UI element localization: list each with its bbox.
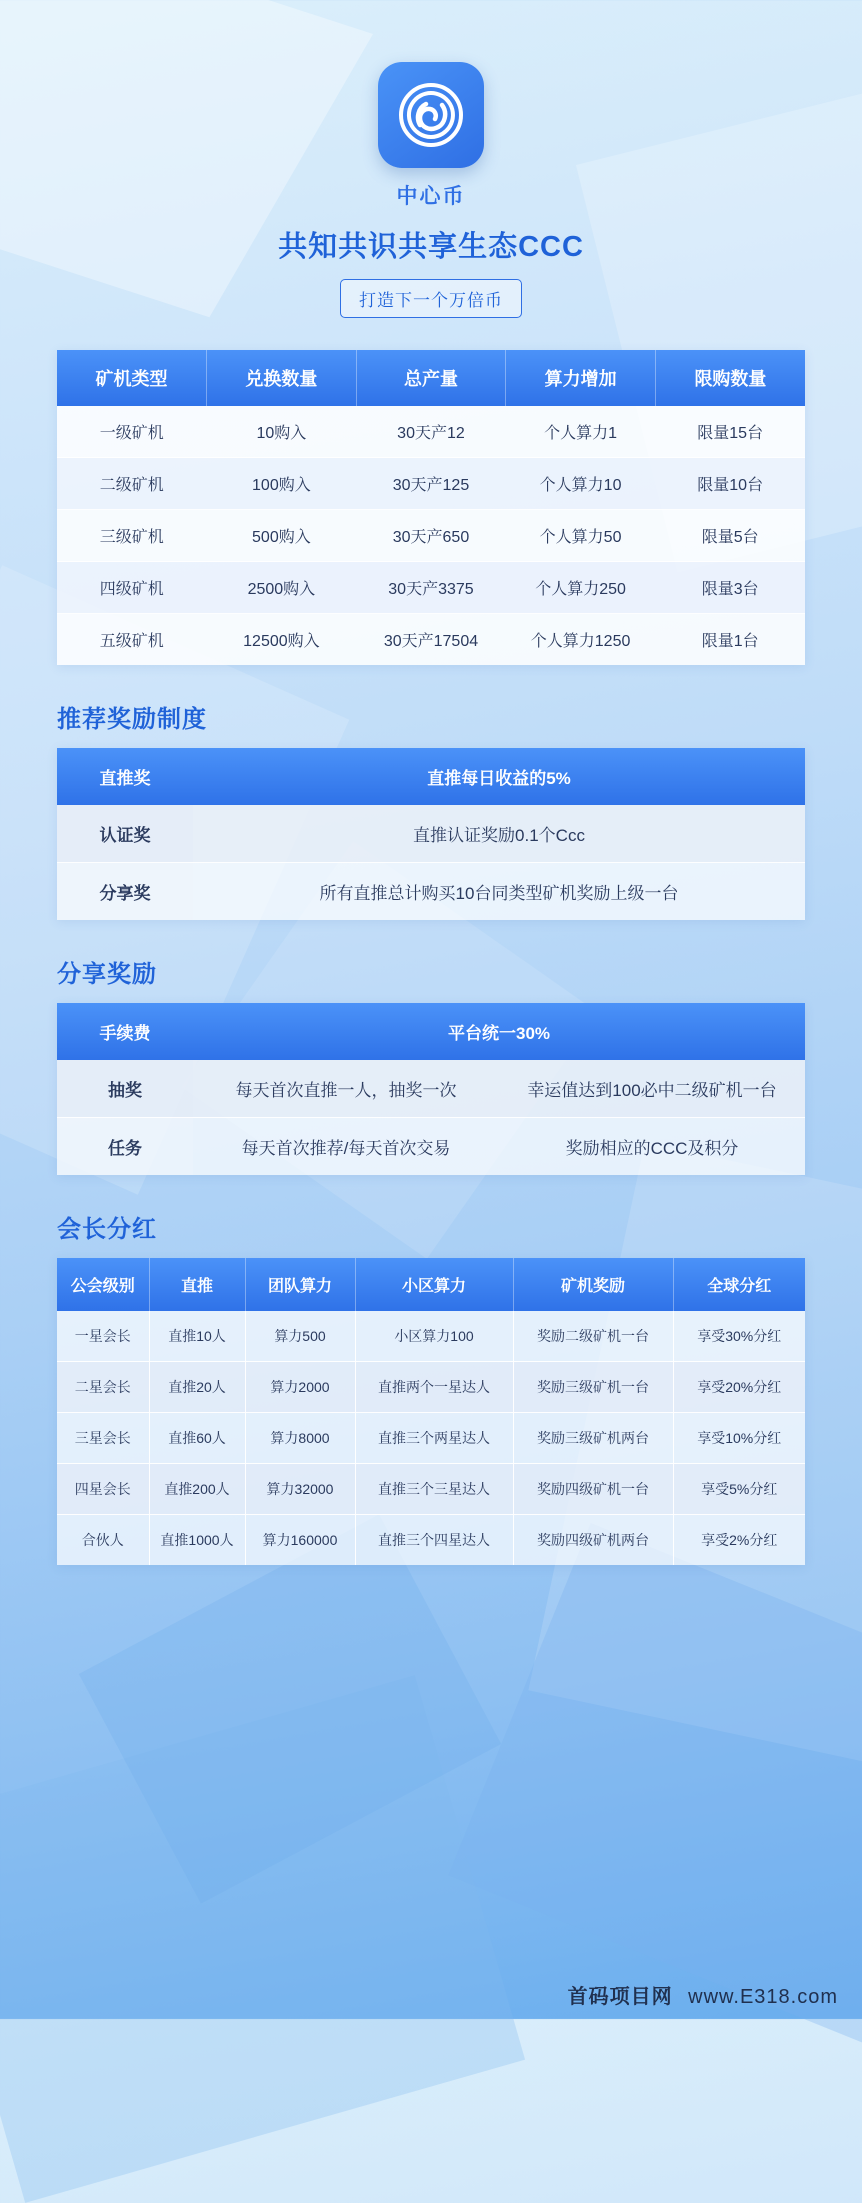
section-title-referral: 推荐奖励制度 xyxy=(57,706,207,733)
table-row xyxy=(57,406,805,458)
cell-community-power: 直推三个四星达人 xyxy=(355,1515,513,1566)
table-row xyxy=(57,562,805,614)
cell-miner-type: 五级矿机 xyxy=(57,614,207,666)
page-title: 共知共识共享生态CCC xyxy=(278,231,584,263)
cell-power-increase: 个人算力1 xyxy=(506,406,656,458)
cell-community-power: 直推两个一星达人 xyxy=(355,1362,513,1413)
col-team-power: 团队算力 xyxy=(245,1258,355,1311)
cell-community-power: 直推三个三星达人 xyxy=(355,1464,513,1515)
cell-label: 手续费 xyxy=(57,1003,193,1060)
col-miner-type: 矿机类型 xyxy=(57,350,207,406)
table-row xyxy=(57,1413,805,1464)
cell-community-power: 直推三个两星达人 xyxy=(355,1413,513,1464)
col-total-output: 总产量 xyxy=(356,350,506,406)
cell-direct-referrals: 直推60人 xyxy=(149,1413,245,1464)
logo-name: 中心币 xyxy=(396,185,466,208)
cell-direct-referrals: 直推10人 xyxy=(149,1311,245,1362)
cell-label: 抽奖 xyxy=(57,1060,193,1118)
table-row xyxy=(57,863,805,921)
cell-miner-reward: 奖励三级矿机两台 xyxy=(513,1413,673,1464)
table-row xyxy=(57,1515,805,1566)
cell-global-dividend: 享受30%分红 xyxy=(673,1311,805,1362)
cell-purchase-limit: 限量5台 xyxy=(655,510,805,562)
cell-miner-type: 四级矿机 xyxy=(57,562,207,614)
cell-team-power: 算力160000 xyxy=(245,1515,355,1566)
cell-team-power: 算力8000 xyxy=(245,1413,355,1464)
table-row xyxy=(57,458,805,510)
cell-miner-type: 二级矿机 xyxy=(57,458,207,510)
cell-total-output: 30天产125 xyxy=(356,458,506,510)
app-logo xyxy=(378,62,484,168)
miner-table xyxy=(57,350,805,665)
cell-value: 直推每日收益的5% xyxy=(193,748,805,805)
col-direct-referrals: 直推 xyxy=(149,1258,245,1311)
cell-value: 直推认证奖励0.1个Ccc xyxy=(193,805,805,863)
cell-global-dividend: 享受20%分红 xyxy=(673,1362,805,1413)
cell-global-dividend: 享受5%分红 xyxy=(673,1464,805,1515)
cell-direct-referrals: 直推20人 xyxy=(149,1362,245,1413)
table-row xyxy=(57,1060,805,1118)
table-row xyxy=(57,1118,805,1176)
col-exchange-amount: 兑换数量 xyxy=(207,350,357,406)
share-table xyxy=(57,1003,805,1175)
section-title-share: 分享奖励 xyxy=(57,961,157,988)
table-row xyxy=(57,1003,805,1060)
cell-exchange-amount: 10购入 xyxy=(207,406,357,458)
cell-power-increase: 个人算力250 xyxy=(506,562,656,614)
cell-guild-level: 一星会长 xyxy=(57,1311,149,1362)
cell-total-output: 30天产650 xyxy=(356,510,506,562)
table-row xyxy=(57,748,805,805)
table-row xyxy=(57,805,805,863)
cell-global-dividend: 享受2%分红 xyxy=(673,1515,805,1566)
cell-team-power: 算力500 xyxy=(245,1311,355,1362)
cell-exchange-amount: 12500购入 xyxy=(207,614,357,666)
col-miner-reward: 矿机奖励 xyxy=(513,1258,673,1311)
cell-miner-type: 三级矿机 xyxy=(57,510,207,562)
cell-total-output: 30天产17504 xyxy=(356,614,506,666)
cell-guild-level: 合伙人 xyxy=(57,1515,149,1566)
cell-miner-reward: 奖励三级矿机一台 xyxy=(513,1362,673,1413)
cell-purchase-limit: 限量10台 xyxy=(655,458,805,510)
cell-power-increase: 个人算力1250 xyxy=(506,614,656,666)
table-row xyxy=(57,510,805,562)
cell-value-a: 每天首次推荐/每天首次交易 xyxy=(193,1118,499,1176)
cell-purchase-limit: 限量1台 xyxy=(655,614,805,666)
table-row xyxy=(57,1362,805,1413)
cell-community-power: 小区算力100 xyxy=(355,1311,513,1362)
cell-guild-level: 四星会长 xyxy=(57,1464,149,1515)
cell-exchange-amount: 2500购入 xyxy=(207,562,357,614)
cell-exchange-amount: 100购入 xyxy=(207,458,357,510)
cell-purchase-limit: 限量15台 xyxy=(655,406,805,458)
col-community-power: 小区算力 xyxy=(355,1258,513,1311)
cell-value: 所有直推总计购买10台同类型矿机奖励上级一台 xyxy=(193,863,805,921)
cell-team-power: 算力32000 xyxy=(245,1464,355,1515)
cell-direct-referrals: 直推1000人 xyxy=(149,1515,245,1566)
cell-label: 任务 xyxy=(57,1118,193,1176)
cell-label: 分享奖 xyxy=(57,863,193,921)
header xyxy=(0,0,862,318)
cell-team-power: 算力2000 xyxy=(245,1362,355,1413)
cell-direct-referrals: 直推200人 xyxy=(149,1464,245,1515)
col-global-dividend: 全球分红 xyxy=(673,1258,805,1311)
cell-miner-reward: 奖励二级矿机一台 xyxy=(513,1311,673,1362)
cell-label: 直推奖 xyxy=(57,748,193,805)
bg-decoration-5 xyxy=(0,1675,525,2203)
cell-miner-reward: 奖励四级矿机两台 xyxy=(513,1515,673,1566)
col-guild-level: 公会级别 xyxy=(57,1258,149,1311)
bg-decoration-8 xyxy=(79,1514,501,1903)
cell-exchange-amount: 500购入 xyxy=(207,510,357,562)
footer-brand: 首码项目网 xyxy=(567,1986,673,2008)
bg-decoration-6 xyxy=(448,1523,862,2055)
cell-miner-type: 一级矿机 xyxy=(57,406,207,458)
table-row xyxy=(57,614,805,666)
cell-total-output: 30天产12 xyxy=(356,406,506,458)
cell-guild-level: 二星会长 xyxy=(57,1362,149,1413)
subtitle-badge: 打造下一个万倍币 xyxy=(340,279,522,318)
cell-miner-reward: 奖励四级矿机一台 xyxy=(513,1464,673,1515)
table-header-row xyxy=(57,1258,805,1311)
cell-label: 认证奖 xyxy=(57,805,193,863)
cell-total-output: 30天产3375 xyxy=(356,562,506,614)
president-table xyxy=(57,1258,805,1565)
cell-value-b: 奖励相应的CCC及积分 xyxy=(499,1118,805,1176)
footer-watermark xyxy=(0,1980,862,2009)
cell-guild-level: 三星会长 xyxy=(57,1413,149,1464)
section-title-president: 会长分红 xyxy=(57,1216,157,1243)
cell-value-a: 每天首次直推一人，抽奖一次 xyxy=(193,1060,499,1118)
cell-power-increase: 个人算力50 xyxy=(506,510,656,562)
footer-site: www.E318.com xyxy=(688,1986,838,2008)
col-purchase-limit: 限购数量 xyxy=(655,350,805,406)
cell-global-dividend: 享受10%分红 xyxy=(673,1413,805,1464)
table-row xyxy=(57,1464,805,1515)
cell-purchase-limit: 限量3台 xyxy=(655,562,805,614)
cell-power-increase: 个人算力10 xyxy=(506,458,656,510)
cell-value-b: 幸运值达到100必中二级矿机一台 xyxy=(499,1060,805,1118)
table-header-row xyxy=(57,350,805,406)
referral-table xyxy=(57,748,805,920)
cell-value: 平台统一30% xyxy=(193,1003,805,1060)
table-row xyxy=(57,1311,805,1362)
spiral-coin-icon xyxy=(395,79,467,151)
col-power-increase: 算力增加 xyxy=(506,350,656,406)
subtitle-row xyxy=(0,279,862,318)
